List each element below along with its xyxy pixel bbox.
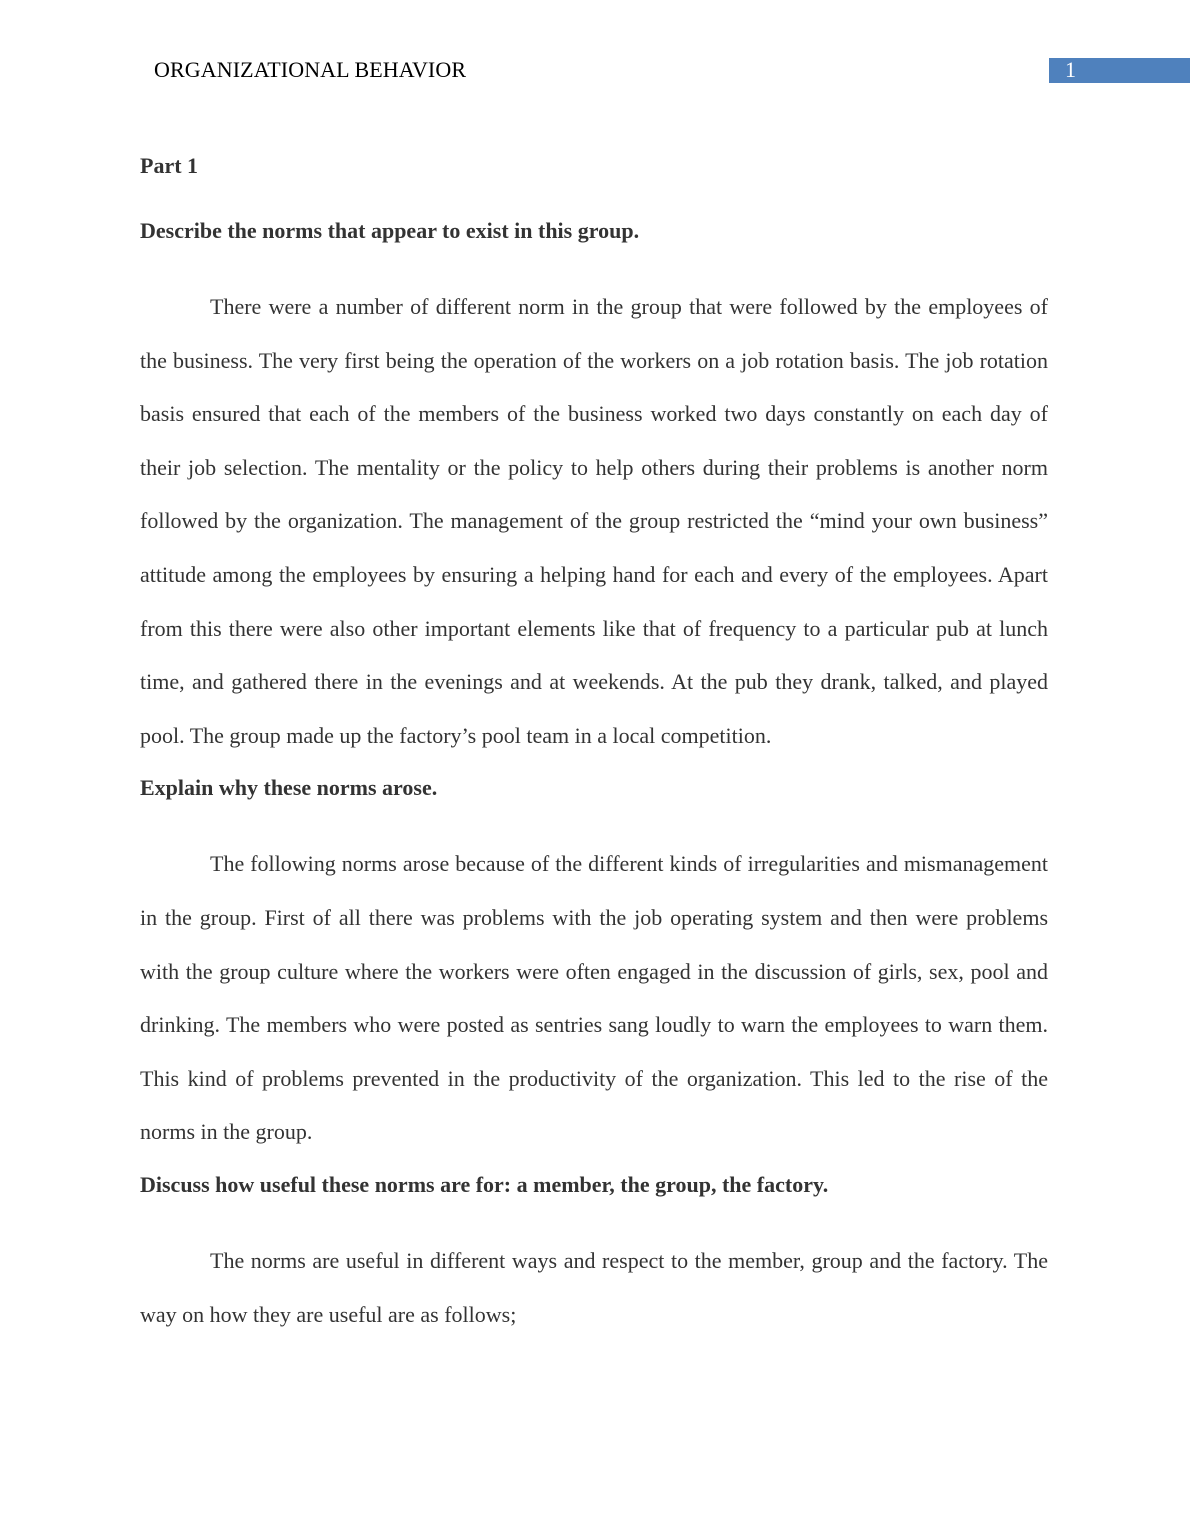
section-describe-norms xyxy=(140,215,1048,762)
page-number-box xyxy=(1049,58,1190,83)
section-heading: Discuss how useful these norms are for: a member, the group, the factory. xyxy=(140,1171,829,1197)
section-paragraph: The norms are useful in different ways and respect to the member, group and the factory. The way on how they are useful are as follows; xyxy=(140,1247,1048,1327)
section-why-norms-arose xyxy=(140,772,1048,1159)
running-header-title: ORGANIZATIONAL BEHAVIOR xyxy=(154,57,467,82)
page-number: 1 xyxy=(1065,57,1076,82)
section-heading: Describe the norms that appear to exist in this group. xyxy=(140,218,640,243)
section-usefulness-of-norms xyxy=(140,1169,1048,1341)
part-title: Part 1 xyxy=(140,153,199,178)
section-heading: Explain why these norms arose. xyxy=(140,775,438,801)
section-paragraph: The following norms arose because of the different kinds of irregularities and mismanagement in the group. First of all there was problems with the job operating system and then were problems with the group culture where the workers were often engaged in the discussion of girls, sex, pool and drinking. The members who were posted as sentries sang loudly to warn the employees to warn them. This kind of problems prevented in the productivity of the organization. This led to the rise of the norms in the group. xyxy=(140,851,1048,1145)
document-body xyxy=(140,150,1048,1351)
section-paragraph: There were a number of different norm in the group that were followed by the employees of the business. The very first being the operation of the workers on a job rotation basis. The job rotation basis ensured that each of the members of the business worked two days constantly on each day of their job selection. The mentality or the policy to help others during their problems is another norm followed by the organization. The management of the group restricted the “mind your own business” attitude among the employees by ensuring a helping hand for each and every of the employees. Apart from this there were also other important elements like that of frequency to a particular pub at lunch time, and gathered there in the evenings and at weekends. At the pub they drank, talked, and played pool. The group made up the factory’s pool team in a local competition. xyxy=(140,294,1048,748)
